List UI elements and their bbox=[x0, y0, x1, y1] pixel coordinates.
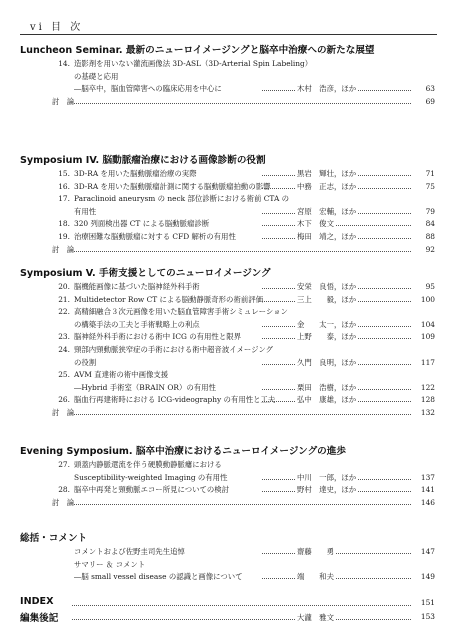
entry-author: 梅田 靖之，ほか bbox=[297, 232, 357, 241]
dot-leader bbox=[262, 553, 411, 554]
entry-number: 26. bbox=[58, 395, 70, 405]
entry-page: 141 bbox=[413, 484, 435, 495]
toc-entry-continued bbox=[52, 382, 435, 393]
entry-title: 脳神経外科手術における術中 ICG の有用性と限界 bbox=[74, 332, 241, 342]
toc-entry[interactable] bbox=[52, 484, 435, 495]
section-title: Luncheon Seminar. 最新のニューロイメージングと脳卒中治療への新たな展望 bbox=[20, 45, 375, 56]
entry-title: 320 列面検出器 CT による脳動脈瘤診断 bbox=[74, 219, 210, 229]
entry-page: 88 bbox=[413, 231, 435, 242]
toc-entry[interactable] bbox=[52, 181, 435, 192]
entry-number: 25. bbox=[58, 370, 70, 380]
discussion-page: 69 bbox=[413, 96, 435, 107]
entry-page: 100 bbox=[413, 294, 435, 305]
dot-leader bbox=[262, 578, 411, 579]
entry-page: 122 bbox=[413, 382, 435, 393]
entry-author: 黒岩 輝壮，ほか bbox=[297, 169, 357, 178]
entry-title: 造影剤を用いない灌流画像法 3D-ASL（3D-Arterial Spin Labeling） bbox=[74, 59, 313, 68]
editor-note-page: 153 bbox=[420, 612, 435, 621]
toc-entry-continued bbox=[52, 357, 435, 368]
toc-entry-continued bbox=[52, 319, 435, 330]
entry-title: 脳卒中再発と頸動脈エコー所見についての検討 bbox=[74, 485, 230, 495]
discussion-entry[interactable] bbox=[52, 244, 435, 255]
toc-entry[interactable] bbox=[52, 231, 435, 242]
toc-entry[interactable] bbox=[52, 459, 435, 470]
toc-entry[interactable] bbox=[52, 546, 435, 557]
entry-author: 弘中 康雄，ほか bbox=[297, 395, 357, 405]
toc-entry[interactable] bbox=[52, 559, 435, 570]
entry-page: 63 bbox=[413, 83, 435, 94]
entry-title: の構築手法の工夫と手術戦略上の利点 bbox=[74, 319, 200, 329]
entry-title: の役割 bbox=[74, 357, 97, 367]
entry-author: 木下 俊文 bbox=[297, 219, 334, 229]
discussion-page: 92 bbox=[413, 244, 435, 255]
entry-title: 脳血行再建術時における ICG-videography の有用性と工夫 bbox=[74, 395, 276, 405]
entry-number: 18. bbox=[58, 219, 70, 229]
entry-number: 15. bbox=[58, 169, 70, 178]
entry-author: 齋藤 勇 bbox=[297, 547, 334, 556]
entry-author: 久門 良明，ほか bbox=[297, 357, 357, 367]
dot-leader bbox=[72, 619, 411, 620]
entry-number: 20. bbox=[58, 282, 70, 291]
page-header: vi 目 次 bbox=[30, 22, 84, 33]
dot-leader bbox=[72, 605, 411, 606]
discussion-entry[interactable] bbox=[52, 407, 435, 418]
entry-author: 栗田 浩樹，ほか bbox=[297, 382, 357, 392]
entry-author: 上野 泰，ほか bbox=[297, 332, 357, 342]
entry-title: AVM 直達術の術中画像支援 bbox=[74, 370, 169, 380]
entry-title: 高精細融合３次元画像を用いた脳血管障害手術シミュレーション bbox=[74, 307, 288, 317]
section-title: Evening Symposium. 脳卒中治療におけるニューロイメージングの進歩 bbox=[20, 446, 346, 457]
entry-number: 21. bbox=[58, 294, 70, 304]
toc-entry[interactable] bbox=[52, 344, 435, 355]
discussion-label: 討 論 bbox=[52, 497, 75, 507]
dot-leader bbox=[74, 504, 411, 505]
toc-entry-continued bbox=[52, 206, 435, 217]
entry-number: 19. bbox=[58, 232, 70, 241]
entry-number: 27. bbox=[58, 460, 70, 469]
entry-number: 17. bbox=[58, 194, 70, 204]
entry-title: Paraclinoid aneurysm の neck 部位診断における術前 CTA の bbox=[74, 194, 290, 204]
index-label: INDEX bbox=[20, 596, 54, 607]
entry-title: ―脳卒中，脳血管障害への臨床応用を中心に bbox=[74, 84, 222, 94]
entry-title: 治療困難な脳動脈瘤に対する CFD 解析の有用性 bbox=[74, 232, 236, 241]
entry-page: 75 bbox=[413, 181, 435, 192]
discussion-label: 討 論 bbox=[52, 96, 75, 106]
entry-title: 3D-RA を用いた脳動脈瘤計測に関する脳動脈瘤拍動の影響 bbox=[74, 181, 271, 191]
toc-entry[interactable] bbox=[52, 58, 435, 69]
entry-author: 端 和夫 bbox=[297, 572, 334, 582]
entry-number: 28. bbox=[58, 485, 70, 495]
entry-title: Multidetector Row CT による脳動静脈奇形の術前評価 bbox=[74, 294, 264, 304]
toc-entry[interactable] bbox=[52, 306, 435, 317]
toc-entry[interactable] bbox=[52, 193, 435, 204]
entry-page: 109 bbox=[413, 331, 435, 342]
dot-leader bbox=[74, 251, 411, 252]
entry-page: 117 bbox=[413, 357, 435, 368]
entry-page: 137 bbox=[413, 472, 435, 483]
entry-page: 95 bbox=[413, 281, 435, 292]
discussion-entry[interactable] bbox=[52, 96, 435, 107]
entry-number: 16. bbox=[58, 181, 70, 191]
dot-leader bbox=[262, 225, 411, 226]
entry-title: Susceptibility-weighted Imaging の有用性 bbox=[74, 472, 228, 482]
entry-author: 中務 正志，ほか bbox=[297, 181, 357, 191]
entry-title: 3D-RA を用いた脳動脈瘤治療の実際 bbox=[74, 169, 197, 178]
entry-page: 84 bbox=[413, 218, 435, 229]
toc-entry[interactable] bbox=[52, 331, 435, 342]
index-entry[interactable] bbox=[20, 596, 435, 607]
entry-title: 頭蓋内静脈還流を伴う硬膜動静脈瘻における bbox=[74, 460, 222, 469]
editor-note-label: 編集後記 bbox=[20, 613, 59, 624]
entry-author: 野村 達史，ほか bbox=[297, 485, 357, 495]
entry-page: 79 bbox=[413, 206, 435, 217]
entry-author: 木村 浩彦，ほか bbox=[297, 84, 357, 94]
dot-leader bbox=[74, 414, 411, 415]
entry-title: 脳機能画像に基づいた脳神経外科手術 bbox=[74, 282, 200, 291]
toc-entry-continued bbox=[52, 571, 435, 582]
section-title: Symposium IV. 脳動脈瘤治療における画像診断の役割 bbox=[20, 155, 266, 166]
editor-note-author: 大瀧 雅文 bbox=[297, 613, 334, 622]
entry-title: の基礎と応用 bbox=[74, 71, 119, 81]
entry-page: 128 bbox=[413, 394, 435, 405]
entry-author: 三上 毅，ほか bbox=[297, 294, 357, 304]
entry-title: ―Hybrid 手術室（BRAIN OR）の有用性 bbox=[74, 382, 216, 392]
toc-entry[interactable] bbox=[52, 294, 435, 305]
toc-entry[interactable] bbox=[52, 394, 435, 405]
entry-author: 中川 一郎，ほか bbox=[297, 472, 357, 482]
editor-note-entry[interactable] bbox=[20, 610, 435, 624]
entry-title: 有用性 bbox=[74, 206, 97, 216]
toc-entry[interactable] bbox=[52, 281, 435, 292]
toc-entry[interactable] bbox=[52, 369, 435, 380]
header-rule bbox=[20, 34, 437, 35]
entry-page: 71 bbox=[413, 168, 435, 179]
entry-number: 23. bbox=[58, 332, 70, 342]
section-title: 総括・コメント bbox=[20, 533, 88, 544]
section-title: Symposium V. 手術支援としてのニューロイメージング bbox=[20, 268, 271, 279]
discussion-entry[interactable] bbox=[52, 497, 435, 508]
discussion-label: 討 論 bbox=[52, 408, 75, 417]
entry-number: 14. bbox=[58, 59, 70, 68]
entry-title: サマリー ＆ コメント bbox=[74, 559, 146, 569]
entry-page: 104 bbox=[413, 319, 435, 330]
entry-title: ―脳 small vessel disease の認識と画像について bbox=[74, 572, 243, 582]
entry-title: 頸部内頸動脈狭窄症の手術における術中超音波イメージング bbox=[74, 345, 273, 354]
entry-number: 24. bbox=[58, 345, 70, 354]
dot-leader bbox=[74, 103, 411, 104]
discussion-page: 132 bbox=[413, 407, 435, 418]
toc-entry[interactable] bbox=[52, 168, 435, 179]
entry-page: 149 bbox=[413, 571, 435, 582]
toc-entry-continued bbox=[52, 71, 435, 82]
index-page: 151 bbox=[420, 598, 435, 607]
toc-entry-continued bbox=[52, 83, 435, 94]
entry-author: 金 太一，ほか bbox=[297, 319, 357, 329]
entry-title: コメントおよび佐野圭司先生追悼 bbox=[74, 547, 185, 556]
entry-author: 宮原 宏輔，ほか bbox=[297, 206, 357, 216]
entry-page: 147 bbox=[413, 546, 435, 557]
entry-number: 22. bbox=[58, 307, 70, 317]
toc-entry-continued bbox=[52, 472, 435, 483]
toc-entry[interactable] bbox=[52, 218, 435, 229]
entry-author: 安栄 良悟，ほか bbox=[297, 282, 357, 291]
discussion-label: 討 論 bbox=[52, 244, 75, 254]
discussion-page: 146 bbox=[413, 497, 435, 508]
